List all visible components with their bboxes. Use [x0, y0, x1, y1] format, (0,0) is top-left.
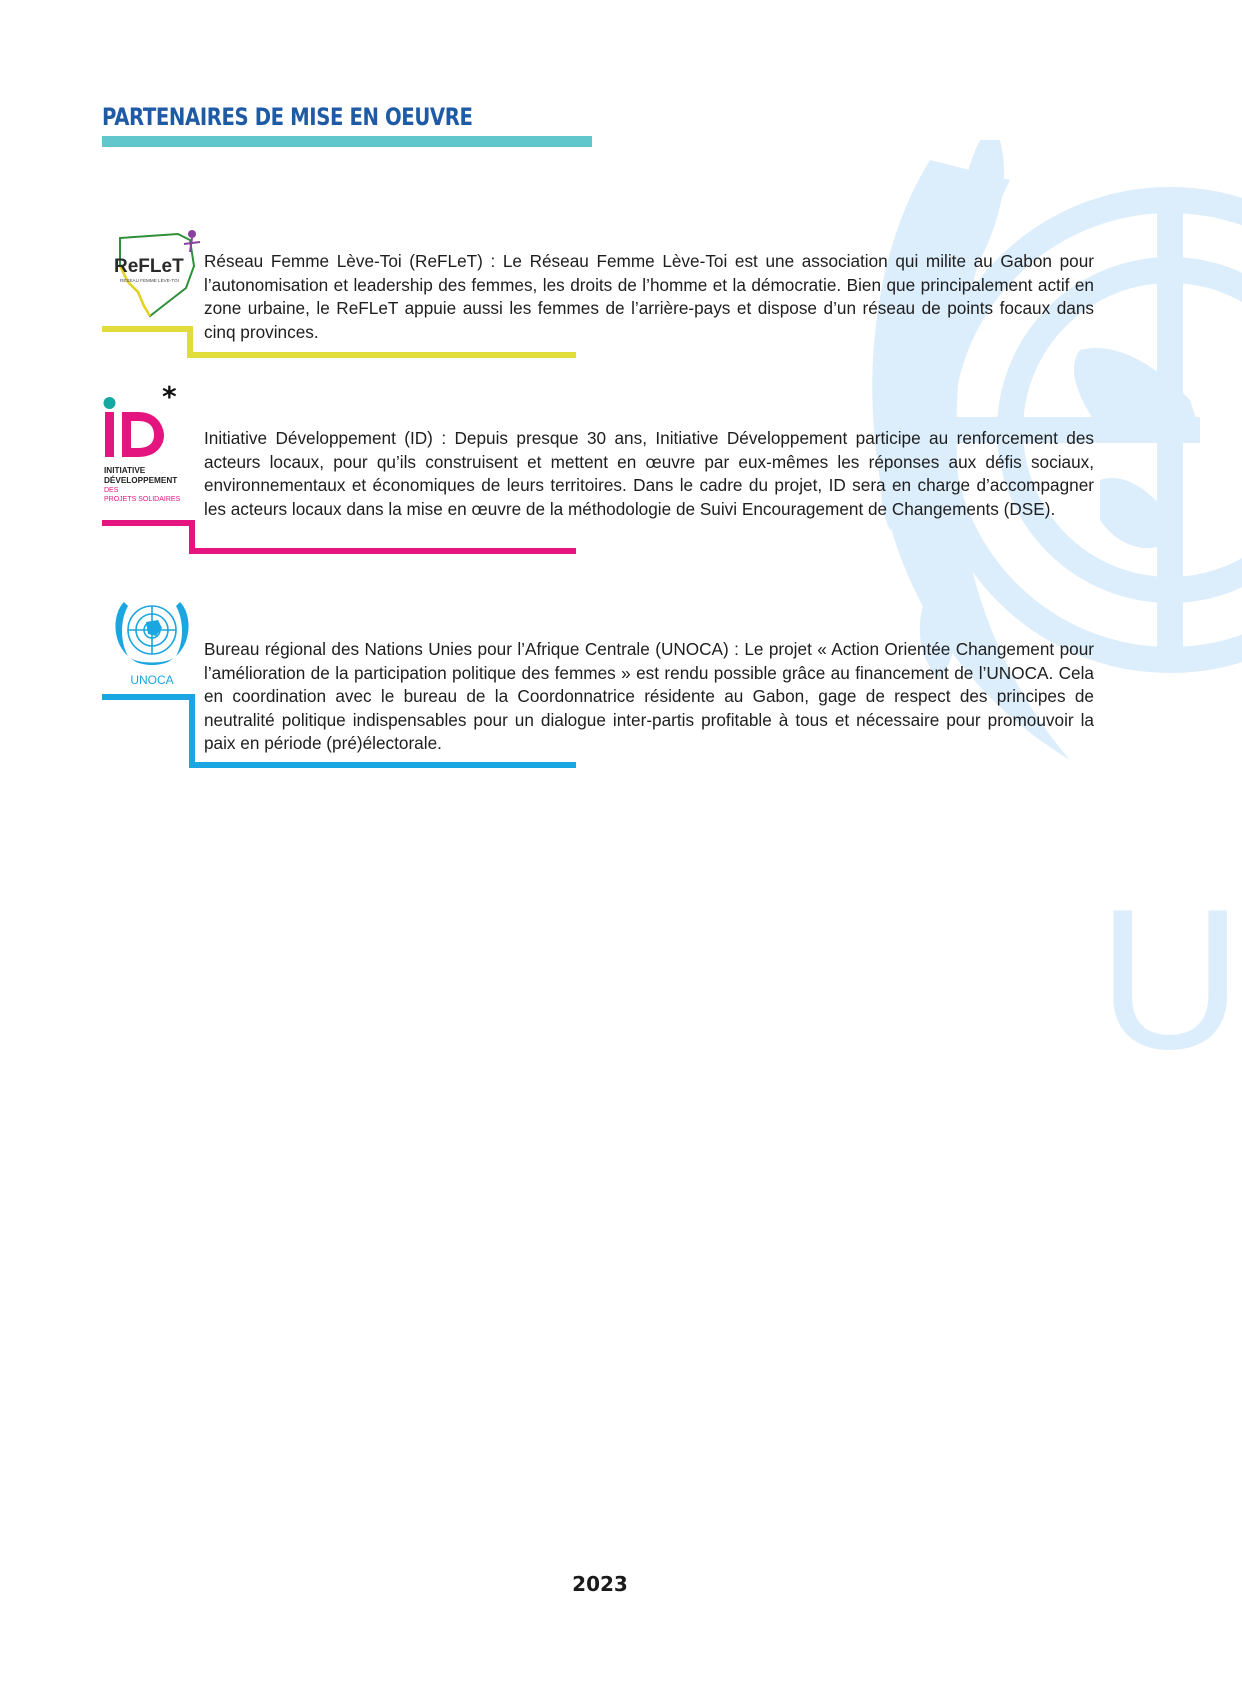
page-title: PARTENAIRES DE MISE EN OEUVRE	[102, 103, 473, 131]
watermark-letter: U	[1098, 868, 1242, 1091]
reflet-logo-text: ReFLeT	[114, 256, 184, 277]
title-underline	[102, 136, 592, 147]
reflet-description: Réseau Femme Lève-Toi (ReFLeT) : Le Réseau Femme Lève-Toi est une association qui milite au Gabon pour l’autonomisation et leadership des femmes, les droits de l’homme et la démocratie. Bien que principalement actif en zone urbaine, le ReFLeT appuie aussi les femmes de l’arrière-pays et dispose d’un réseau de points focaux dans cinq provinces.	[204, 251, 1094, 342]
page-footer-year: 2023	[572, 1572, 628, 1596]
unoca-description: Bureau régional des Nations Unies pour l’Afrique Centrale (UNOCA) : Le projet « Action Orientée Changement pour l’amélioration de la participation politique des femmes » est rendu possible grâce au financement de l’UNOCA. Cela en coordination avec le bureau de la Coordonnatrice résidente au Gabon, gage de respect des principes de neutralité politique indispensables pour un dialogue inter-partis profitable à tous et nécessaire pour promouvoir la paix en période (pré)électorale.	[204, 639, 1094, 754]
unoca-divider	[102, 694, 576, 768]
unoca-logo	[106, 592, 198, 688]
asterisk-icon: *	[162, 380, 177, 413]
id-logo-line1: INITIATIVE	[104, 466, 146, 475]
id-logo-line2: DÉVELOPPEMENT	[104, 476, 178, 485]
reflet-logo-subtext: RÉSEAU FEMME LÈVE-TOI	[120, 278, 179, 283]
id-divider	[102, 520, 576, 554]
id-logo	[102, 380, 202, 510]
id-description: Initiative Développement (ID) : Depuis presque 30 ans, Initiative Développement participe au renforcement des acteurs locaux, pour qu’ils construisent et mettent en œuvre par eux-mêmes les réponses aux défis sociaux, environnementaux et économiques de leurs territoires. Dans le cadre du projet, ID sera en charge d’accompagner les acteurs locaux dans la mise en œuvre de la méthodologie de Suivi Encouragement de Changements (DSE).	[204, 428, 1094, 519]
id-logo-line4: PROJETS SOLIDAIRES	[104, 496, 181, 503]
reflet-divider	[102, 326, 576, 358]
unoca-logo-text: UNOCA	[130, 673, 174, 687]
id-logo-line3: DES	[104, 487, 119, 494]
reflet-logo	[108, 226, 204, 322]
